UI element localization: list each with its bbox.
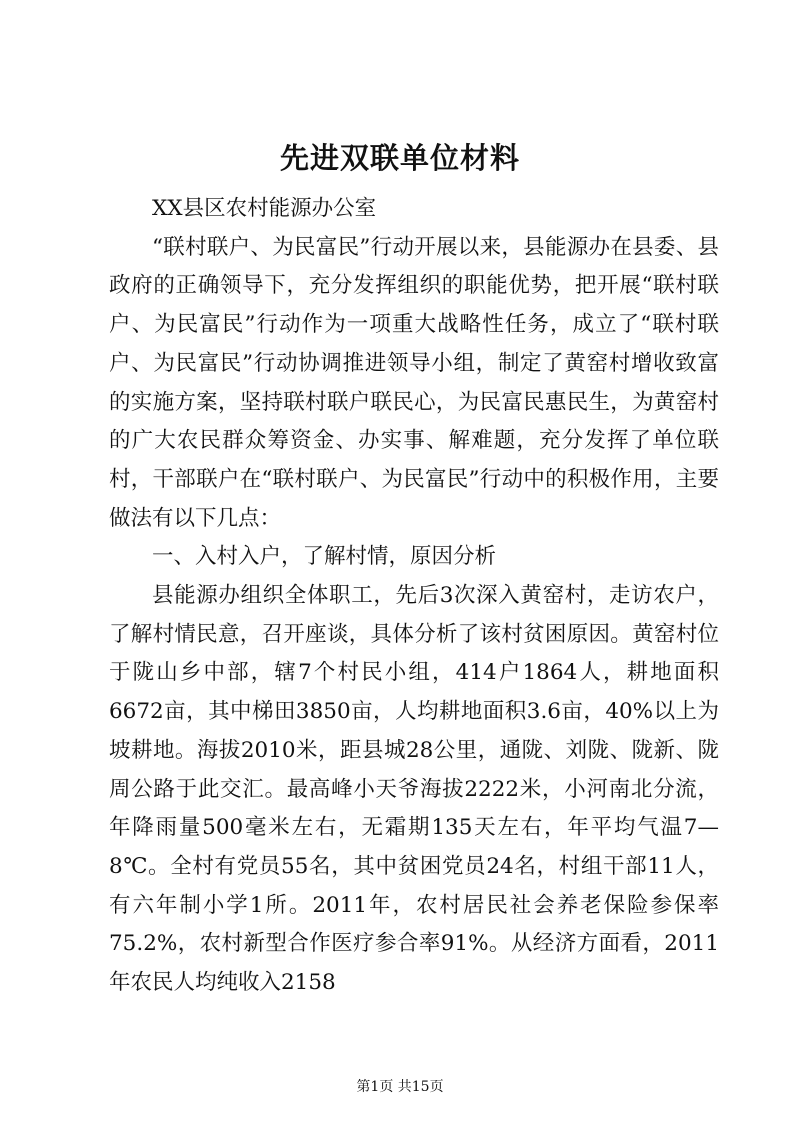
paragraph-intro: “联村联户、为民富民”行动开展以来，县能源办在县委、县政府的正确领导下，充分发挥组织的职能优势，把开展“联村联户、为民富民”行动作为一项重大战略性任务，成立了“联村联户、为民富民”行动协调推进领导小组，制定了黄窑村增收致富的实施方案，坚持联村联户联民心，为民富民惠民生，为黄窑村的广大农民群众筹资金、办实事、解难题，充分发挥了单位联村，干部联户在“联村联户、为民富民”行动中的积极作用，主要做法有以下几点： [109, 234, 719, 531]
section-heading: 一、入村入户，了解村情，原因分析 [152, 544, 497, 570]
paragraph-village-info: 县能源办组织全体职工，先后3次深入黄窑村，走访农户，了解村情民意，召开座谈，具体分析了该村贫困原因。黄窑村位于陇山乡中部，辖7个村民小组，414户1864人，耕地面积6672亩，其中梯田3850亩，人均耕地面积3.6亩，40%以上为坡耕地。海拔2010米，距县城28公里，通陇、刘陇、陇新、陇周公路于此交汇。最高峰小天爷海拔2222米，小河南北分流，年降雨量500毫米左右，无霜期135天左右，年平均气温7—8℃。全村有党员55名，其中贫困党员24名，村组干部11人，有六年制小学1所。2011年，农村居民社会养老保险参保率75.2%，农村新型合作医疗参合率91%。从经济方面看，2011年农民人均纯收入2158 [109, 583, 719, 996]
author-line: XX县区农村能源办公室 [152, 196, 377, 221]
page-footer: 第1页 共15页 [356, 1079, 444, 1095]
document-title: 先进双联单位材料 [279, 141, 520, 175]
document-body [109, 190, 719, 1003]
